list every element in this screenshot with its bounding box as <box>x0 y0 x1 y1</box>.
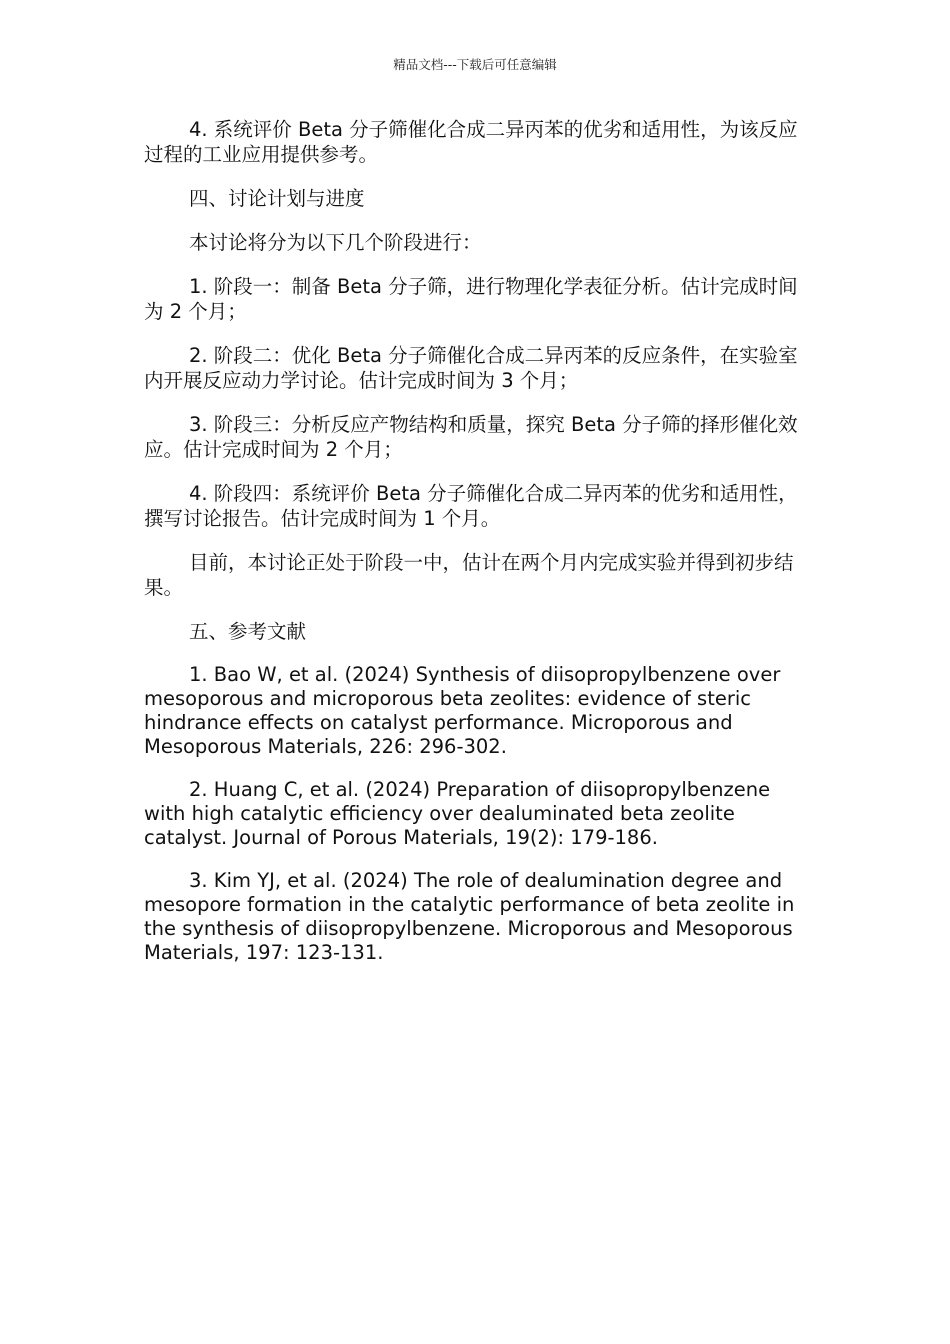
plan-stage-1: 1. 阶段一：制备 Beta 分子筛，进行物理化学表征分析。估计完成时间为 2 个月； <box>144 275 798 323</box>
plan-intro: 本讨论将分为以下几个阶段进行： <box>189 231 482 254</box>
document-body <box>144 117 808 984</box>
reference-item-2: 2. Huang C, et al. (2024) Preparation of diisopropylbenzene with high catalytic efficiency over dealuminated beta zeolite catalyst. Journal of Porous Materials, 19(2): 179-186. <box>144 778 771 849</box>
page-header: 精品文档---下载后可任意编辑 <box>393 57 557 72</box>
objective-item-4: 4. 系统评价 Beta 分子筛催化合成二异丙苯的优劣和适用性，为该反应过程的工业应用提供参考。 <box>144 118 798 166</box>
plan-stage-3: 3. 阶段三：分析反应产物结构和质量，探究 Beta 分子筛的择形催化效应。估计完成时间为 2 个月； <box>144 413 798 461</box>
plan-stage-4: 4. 阶段四：系统评价 Beta 分子筛催化合成二异丙苯的优劣和适用性，撰写讨论报告。估计完成时间为 1 个月。 <box>144 482 798 530</box>
reference-item-3: 3. Kim YJ, et al. (2024) The role of dealumination degree and mesopore formation in the catalytic performance of beta zeolite in the synthesis of diisopropylbenzene. Microporous and Mesoporous Materials, 197: 123-131. <box>144 869 795 964</box>
section-heading-plan: 四、讨论计划与进度 <box>189 187 365 210</box>
plan-stage-2: 2. 阶段二：优化 Beta 分子筛催化合成二异丙苯的反应条件，在实验室内开展反应动力学讨论。估计完成时间为 3 个月； <box>144 344 798 392</box>
section-heading-references: 五、参考文献 <box>189 620 307 643</box>
current-progress: 目前，本讨论正处于阶段一中，估计在两个月内完成实验并得到初步结果。 <box>144 551 794 599</box>
reference-item-1: 1. Bao W, et al. (2024) Synthesis of diisopropylbenzene over mesoporous and microporous beta zeolites: evidence of steric hindrance effects on catalyst performance. Microporous and Mesoporous Materials, 226: 296-302. <box>144 663 781 758</box>
